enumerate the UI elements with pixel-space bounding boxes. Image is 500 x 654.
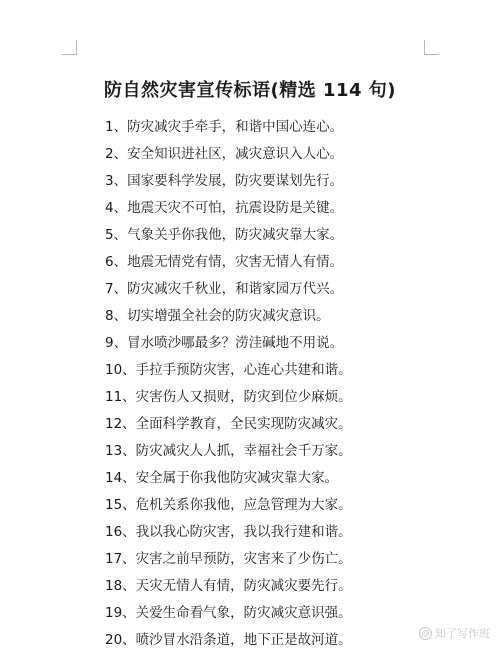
at-circle-icon: @ — [419, 627, 432, 640]
document-title: 防自然灾害宣传标语(精选 114 句) — [103, 80, 397, 101]
list-item: 10、手拉手预防灾害，心连心共建和谐。 — [105, 362, 352, 378]
list-item: 9、冒水喷沙哪最多？涝洼碱地不用说。 — [105, 335, 344, 351]
list-item: 13、防灾减灾人人抓，幸福社会千万家。 — [105, 443, 352, 459]
watermark — [419, 625, 490, 641]
crop-mark-top-left — [62, 40, 77, 55]
list-item: 14、安全属于你我他防灾减灾靠大家。 — [105, 470, 339, 486]
list-item: 20、喷沙冒水沿条道，地下正是故河道。 — [105, 632, 352, 648]
slogan-list — [105, 114, 352, 654]
watermark-text: 知了写作班 — [435, 628, 490, 640]
list-item: 3、国家要科学发展，防灾要谋划先行。 — [105, 173, 344, 189]
list-item: 18、天灾无情人有情，防灾减灾要先行。 — [105, 578, 352, 594]
list-item: 19、关爱生命看气象，防灾减灾意识强。 — [105, 605, 352, 621]
list-item: 1、防灾减灾手牵手，和谐中国心连心。 — [105, 119, 344, 135]
list-item: 16、我以我心防灾害，我以我行建和谐。 — [105, 524, 352, 540]
list-item: 8、切实增强全社会的防灾减灾意识。 — [105, 308, 330, 324]
list-item: 11、灾害伤人又损财，防灾到位少麻烦。 — [105, 389, 352, 405]
list-item: 5、气象关乎你我他，防灾减灾靠大家。 — [105, 227, 344, 243]
crop-mark-top-right — [424, 40, 439, 55]
list-item: 12、全面科学教育，全民实现防灾减灾。 — [105, 416, 352, 432]
list-item: 4、地震天灾不可怕，抗震设防是关键。 — [105, 200, 344, 216]
list-item: 17、灾害之前早预防，灾害来了少伤亡。 — [105, 551, 352, 567]
list-item: 2、安全知识进社区，减灾意识入人心。 — [105, 146, 344, 162]
list-item: 7、防灾减灾千秋业，和谐家园万代兴。 — [105, 281, 344, 297]
list-item: 6、地震无情党有情，灾害无情人有情。 — [105, 254, 344, 270]
list-item: 15、危机关系你我他，应急管理为大家。 — [105, 497, 352, 513]
